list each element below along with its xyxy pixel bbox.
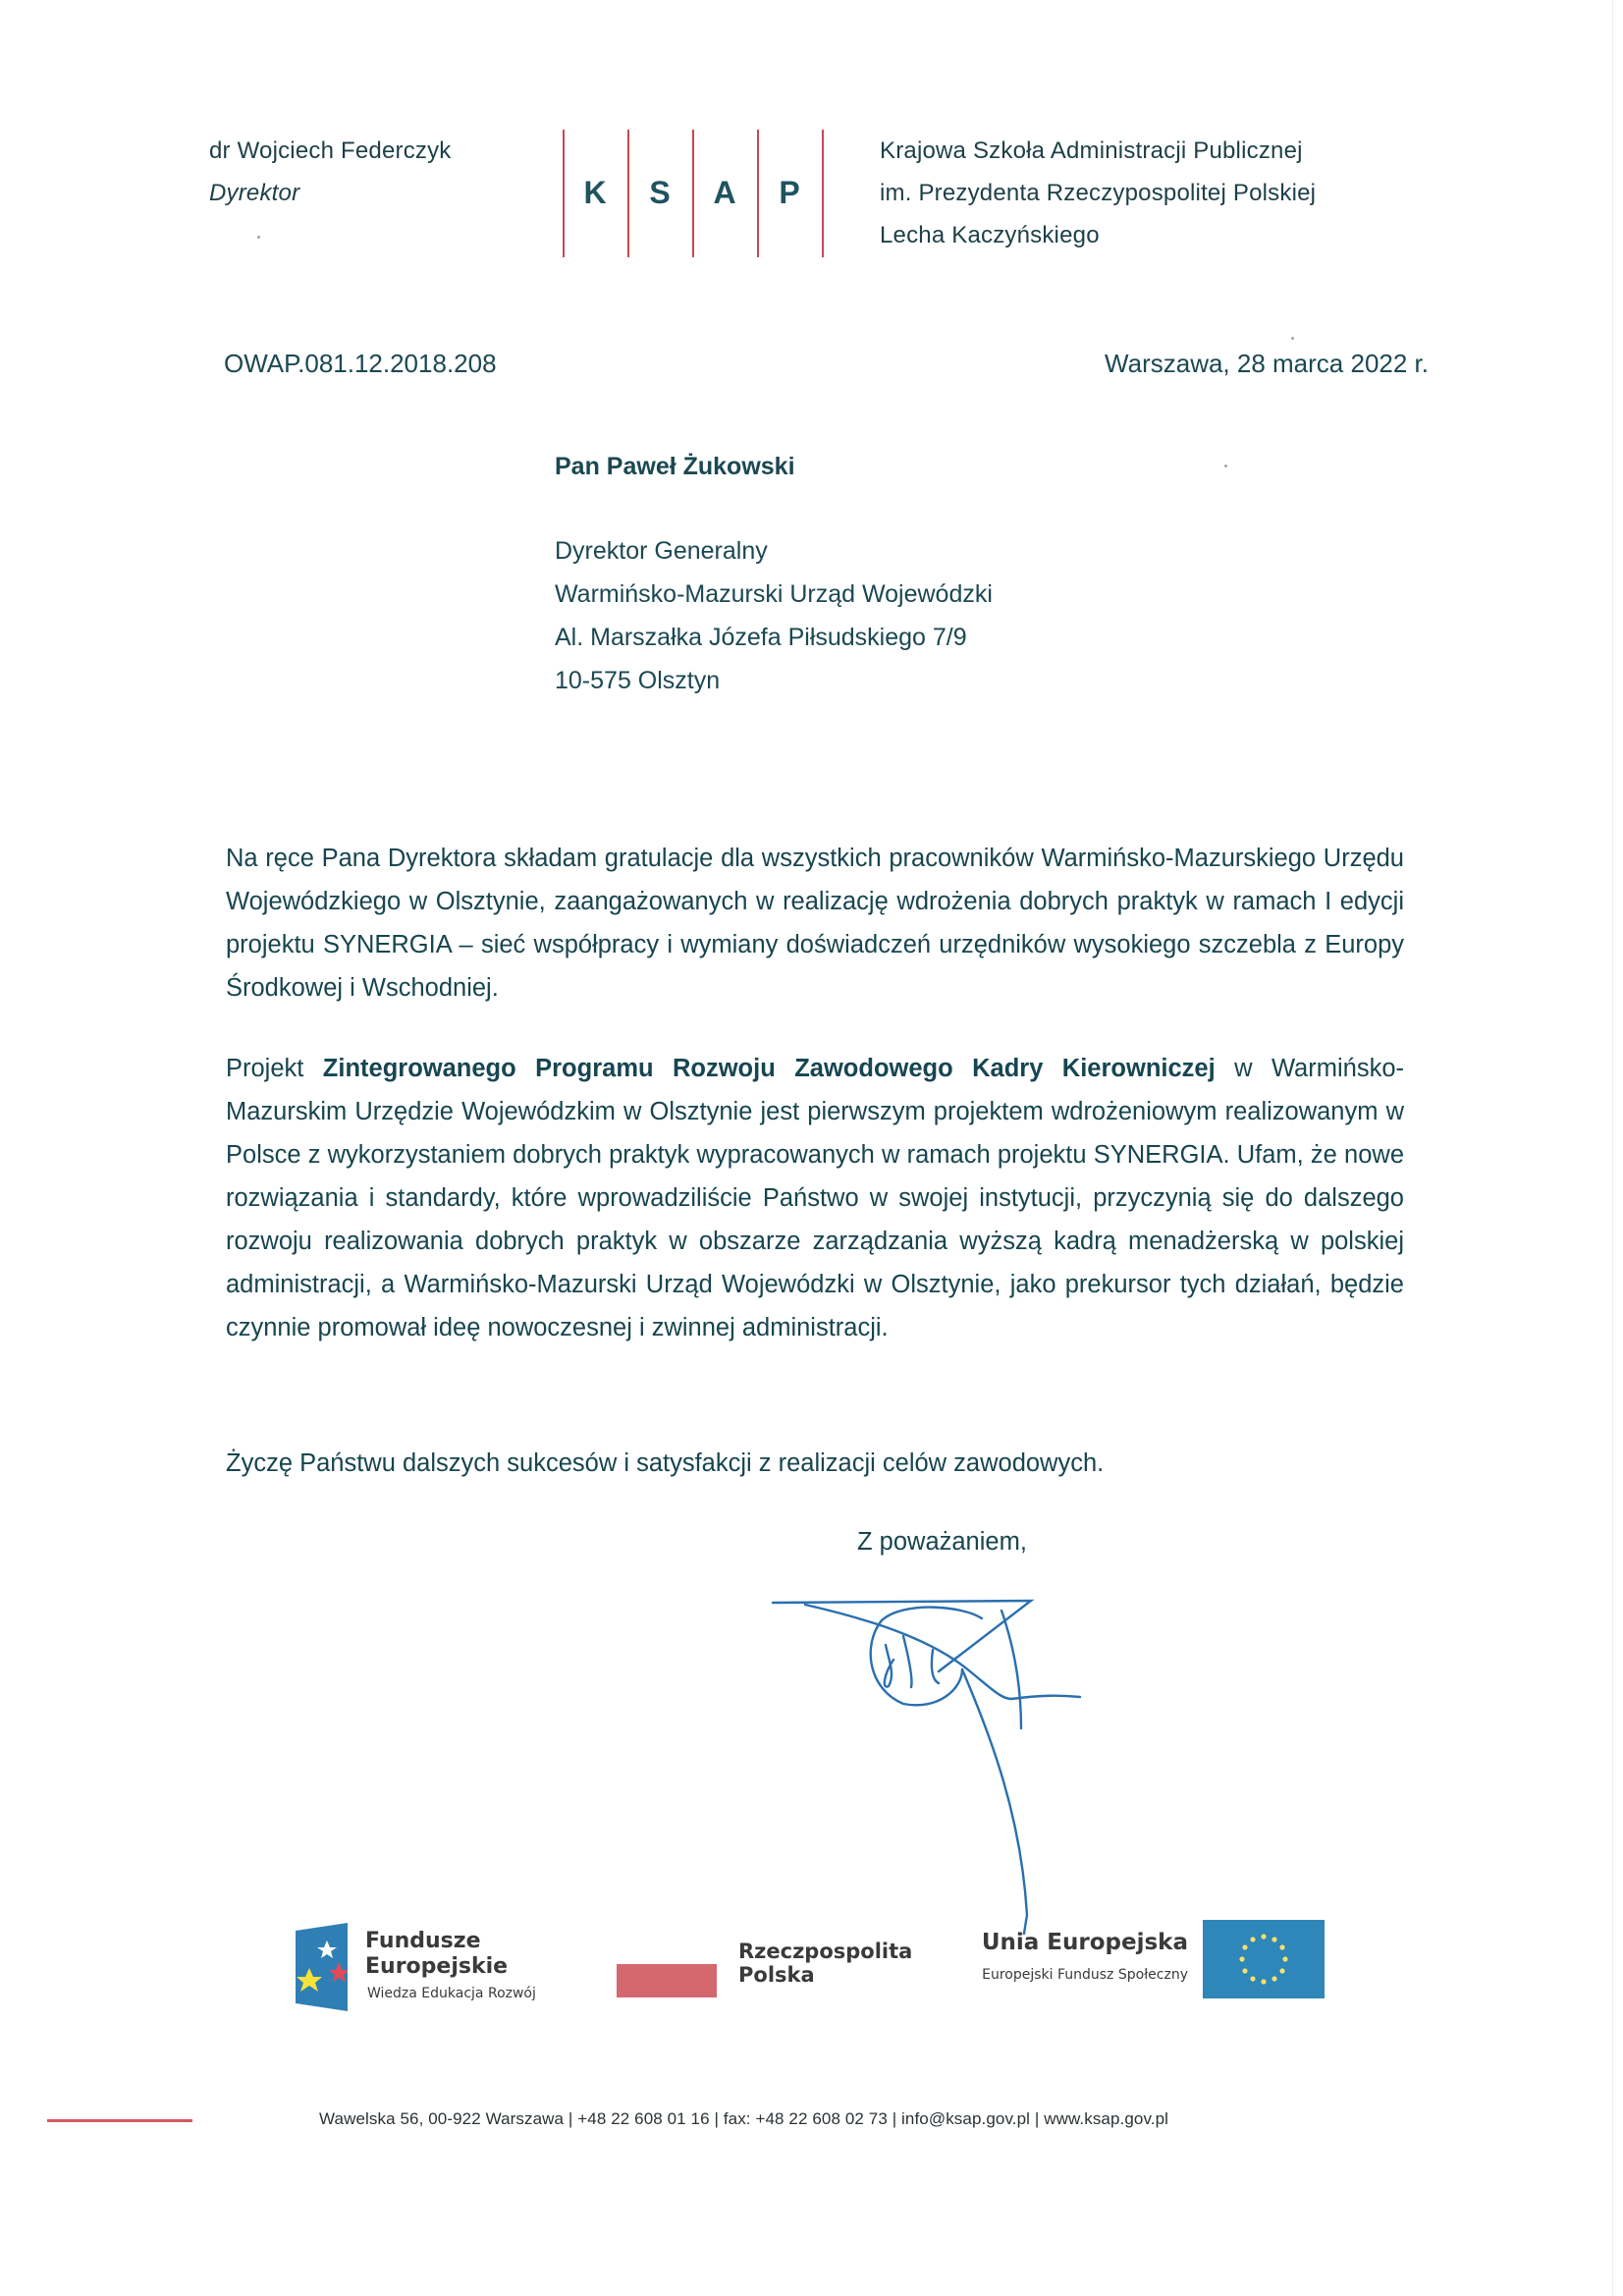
institution-line-1: Krajowa Szkoła Administracji Publicznej [880,137,1303,164]
recipient-city: 10-575 Olsztyn [555,667,721,694]
institution-line-3: Lecha Kaczyńskiego [880,222,1100,248]
paragraph-lead: Projekt [226,1055,304,1082]
recipient-name: Pan Paweł Żukowski [555,453,795,480]
scan-speck [257,236,260,239]
logo-letter-k: K [583,175,607,210]
rp-title [738,1940,912,1987]
fe-title [365,1929,508,1980]
logo-divider [563,130,565,257]
footer-contact: Wawelska 56, 00-922 Warszawa | +48 22 608 01 16 | fax: +48 22 608 02 73 | info@ksap.gov.pl | www.ksap.gov.pl [319,2109,1169,2128]
fe-title-line-1: Fundusze [365,1929,481,1953]
logo-divider [757,130,759,257]
logo-letter-s: S [649,175,671,210]
fundusze-europejskie-icon [296,1923,348,2011]
fe-subtitle: Wiedza Edukacja Rozwój [367,1986,536,2001]
ue-subtitle: Europejski Fundusz Społeczny [982,1967,1188,1983]
reference-number: OWAP.081.12.2018.208 [224,349,497,378]
polish-flag-icon [617,1964,717,1997]
ksap-logo [563,130,824,257]
recipient-street: Al. Marszałka Józefa Piłsudskiego 7/9 [555,624,967,651]
paragraph-rest: w Warmińsko-Mazurskim Urzędzie Wojewódzkim w Olsztynie jest pierwszym projektem wdrożeniowym realizowanym w Polsce z wykorzystaniem dobrych praktyk wypracowanych w ramach projektu SYNERGIA. Ufam, że nowe rozwiązania i standardy, które wprowadziliście Państwo w swojej instytucji, przyczynią się do dalszego rozwoju realizowania dobrych praktyk w obszarze zarządzania wyższą kadrą menadżerską w polskiej administracji, a Warmińsko-Mazurski Urząd Wojewódzki w Olsztynie, jako prekursor tych działań, będzie czynnie promował ideę nowoczesnej i zwinnej administracji. [226,1055,1404,1341]
logo-letter-p: P [779,175,800,210]
recipient-block [555,445,993,702]
body-paragraph-3: Życzę Państwu dalszych sukcesów i satysfakcji z realizacji celów zawodowych. [226,1449,1105,1477]
scan-edge [1612,0,1613,2296]
fe-title-line-2: Europejskie [365,1954,509,1979]
eu-flag-icon [1203,1920,1325,1998]
place-date: Warszawa, 28 marca 2022 r. [1105,349,1429,378]
author-role: Dyrektor [209,180,300,206]
closing-salutation: Z poważaniem, [857,1528,1027,1556]
logo-divider [822,130,824,257]
footer-accent-line [47,2119,192,2122]
body-paragraph-2 [226,1047,1404,1349]
institution-line-2: im. Prezydenta Rzeczypospolitej Polskiej [880,180,1317,206]
signature-icon [766,1591,1119,1935]
rp-line-2: Polska [738,1963,815,1987]
scan-speck [1224,465,1227,467]
body-paragraph-1: Na ręce Pana Dyrektora składam gratulacje dla wszystkich pracowników Warmińsko-Mazurskiego Urzędu Wojewódzkiego w Olsztynie, zaangażowanych w realizację wdrożenia dobrych praktyk w ramach I edycji projektu SYNERGIA – sieć współpracy i wymiany doświadczeń urzędników wysokiego szczebla z Europy Środkowej i Wschodniej. [226,845,1404,1002]
scan-speck [1291,337,1294,340]
rp-line-1: Rzeczpospolita [738,1940,913,1963]
recipient-office: Warmińsko-Mazurski Urząd Wojewódzki [555,580,993,608]
logo-divider [692,130,694,257]
author-name: dr Wojciech Federczyk [209,137,452,164]
project-name: Zintegrowanego Programu Rozwoju Zawodowego Kadry Kierowniczej [322,1055,1216,1082]
logo-letter-a: A [713,175,736,210]
recipient-title: Dyrektor Generalny [555,537,768,565]
logo-divider [627,130,629,257]
ue-title: Unia Europejska [981,1930,1188,1955]
